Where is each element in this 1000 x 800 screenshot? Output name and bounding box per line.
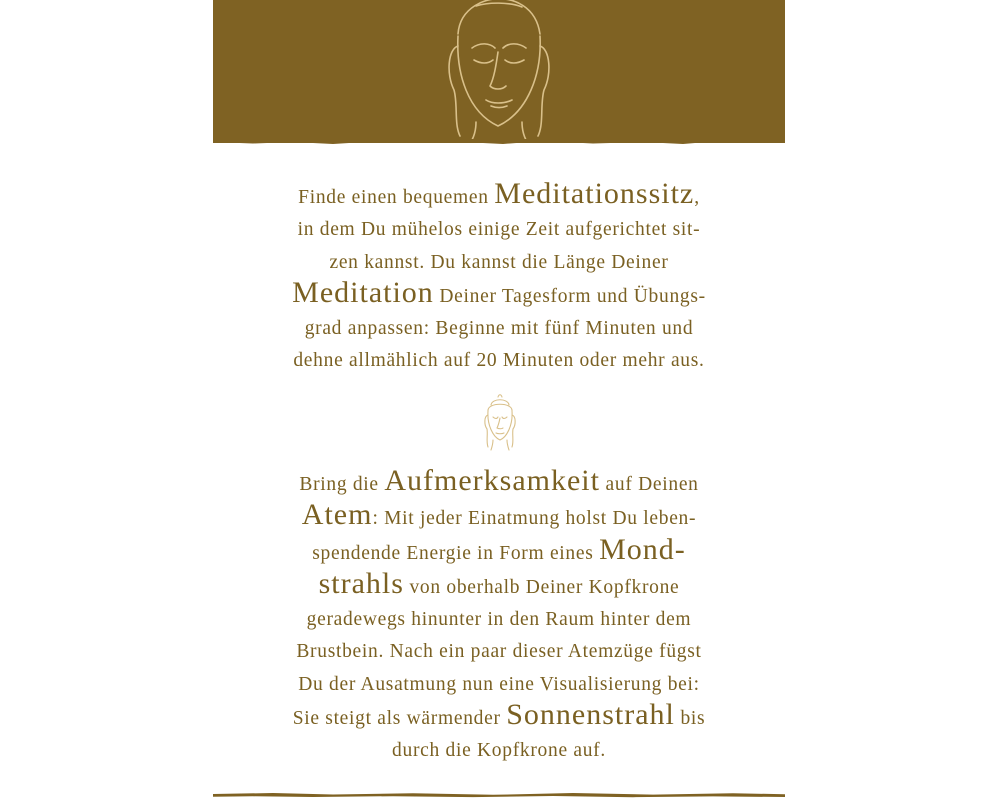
- buddha-head-icon: [475, 393, 525, 453]
- text-line: Brustbein. Nach ein paar dieser Atemzüge fügst: [296, 641, 702, 663]
- text-segment: von oberhalb Deiner Kopfkrone: [403, 576, 680, 598]
- highlight-word: Meditationssitz: [494, 177, 695, 210]
- header-torn-edge: [213, 139, 785, 145]
- highlight-word: strahls: [318, 566, 404, 600]
- text-segment: Sie steigt als wärmender: [292, 708, 507, 730]
- text-segment: ,: [694, 187, 700, 208]
- text-segment: bis: [674, 708, 706, 730]
- text-line: [213, 177, 785, 214]
- footer-divider: [213, 790, 785, 800]
- text-line: [213, 532, 785, 570]
- text-line: [213, 464, 785, 501]
- text-line: durch die Kopfkrone auf.: [392, 740, 606, 762]
- text-segment: : Mit jeder Einatmung holst Du leben-: [372, 508, 697, 530]
- highlight-word: Sonnenstrahl: [506, 698, 675, 732]
- text-segment: Finde einen bequemen: [298, 187, 495, 208]
- text-segment: Bring die: [299, 474, 385, 495]
- paragraph-atem: [213, 464, 785, 768]
- text-segment: auf Deinen: [599, 474, 699, 495]
- text-line: [213, 498, 785, 535]
- text-segment: Deiner Tagesform und Übungs-: [433, 285, 706, 307]
- text-line: Du der Ausatmung nun eine Visualisierung bei:: [298, 673, 700, 695]
- text-line: dehne allmählich auf 20 Minuten oder mehr aus.: [293, 350, 705, 372]
- text-line: zen kannst. Du kannst die Länge Deiner: [329, 251, 669, 273]
- text-line: [213, 566, 785, 604]
- header-band: [213, 0, 785, 143]
- highlight-word: Meditation: [292, 275, 434, 309]
- highlight-word: Aufmerksamkeit: [384, 464, 600, 497]
- meditation-card: [213, 0, 785, 800]
- paragraph-meditation-sitz: [213, 177, 785, 378]
- text-line: grad anpassen: Beginne mit fünf Minuten und: [304, 318, 694, 340]
- text-line: geradewegs hinunter in den Raum hinter dem: [306, 609, 692, 631]
- text-line: [213, 275, 785, 313]
- text-line: [213, 698, 785, 735]
- text-line: in dem Du mühelos einige Zeit aufgerichtet sit-: [297, 219, 701, 241]
- buddha-face-icon: [418, 0, 574, 143]
- text-segment: spendende Energie in Form eines: [312, 542, 600, 564]
- highlight-word: Atem: [301, 498, 373, 532]
- highlight-word: Mond-: [599, 532, 686, 566]
